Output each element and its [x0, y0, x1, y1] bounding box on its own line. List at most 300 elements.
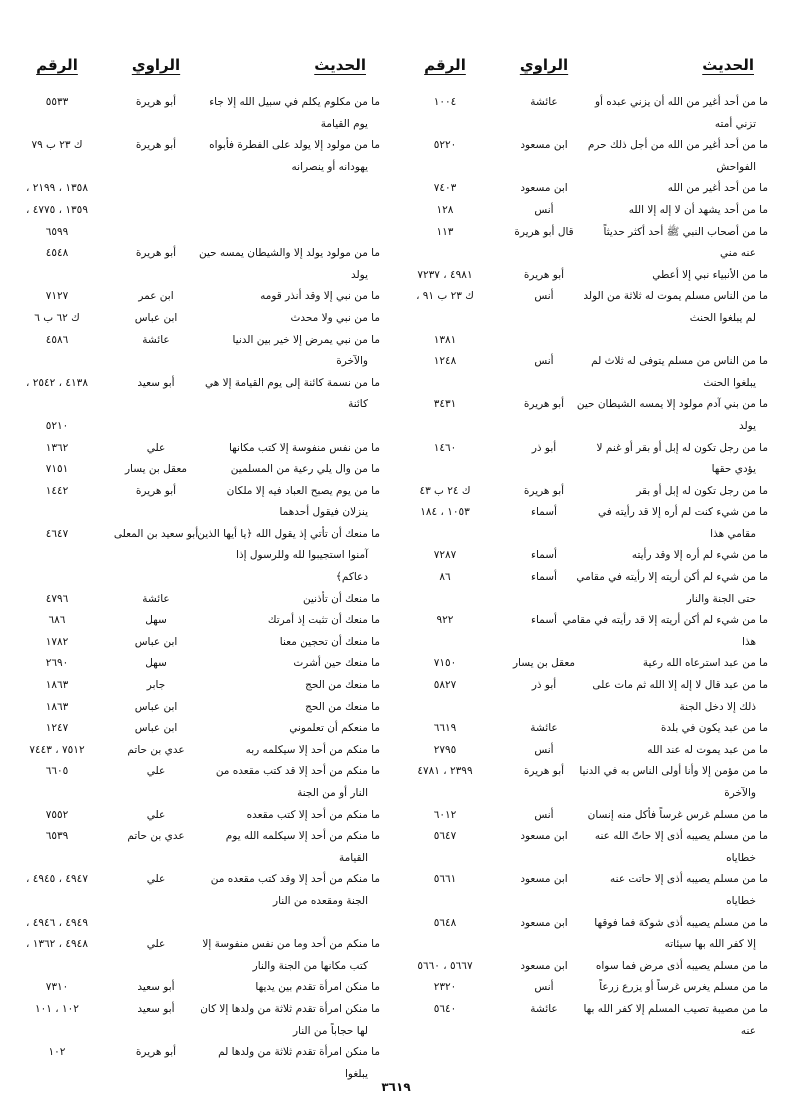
hadith-number: ك ٢٤ ب ٤٣ [419, 484, 471, 497]
hadith-line: ما منكن امرأة تقدم ثلاثة من ولدها إلا كان [200, 1002, 380, 1015]
narrator-name: علي [146, 808, 166, 821]
hadith-line: ذلك إلا دخل الجنة [679, 700, 756, 713]
index-entry-row [4, 999, 384, 1042]
hadith-number: ١٢٤٨ [433, 355, 457, 368]
hadith-line: يولد [738, 419, 756, 432]
hadith-line: ما من أصحاب النبي ﷺ أحد أكثر حديثاً [603, 225, 768, 238]
hadith-line: كائنة [348, 398, 368, 411]
hadith-column-header: الحديث [314, 56, 366, 74]
hadith-text [202, 308, 384, 330]
index-entry-row [392, 675, 772, 718]
hadith-number: ٦٥٣٩ [45, 830, 69, 843]
index-entry-row [392, 286, 772, 329]
hadith-text [590, 438, 772, 481]
hadith-line: ما من رجل تكون له إبل أو بقر [636, 484, 768, 497]
index-entry-row [4, 653, 384, 675]
hadith-text [202, 718, 384, 740]
narrator-name: عائشة [142, 592, 170, 605]
hadith-number: ٨٦ [439, 571, 451, 584]
hadith-number: ٥٦٦٧ ، ٥٦٦٠ [417, 959, 473, 972]
narrator-name: أبو هريرة [523, 484, 565, 497]
hadith-line: والآخرة [336, 355, 368, 368]
index-entry-row [392, 610, 772, 653]
hadith-text [202, 459, 384, 481]
hadith-line: يولد [350, 268, 368, 281]
hadith-line: ما من شيء كنت لم أره إلا قد رأيته في [597, 506, 768, 519]
narrator-name: ابن عباس [134, 311, 178, 324]
index-entry-row [392, 545, 772, 567]
narrator-name: ابن عمر [138, 290, 174, 303]
hadith-line: ينزلان فيقول أحدهما [279, 506, 368, 519]
narrator-name: أبو سعيد [137, 376, 175, 389]
hadith-line: ما من مصيبة تصيب المسلم إلا كفر الله بها [583, 1002, 768, 1015]
index-entry-row [392, 481, 772, 503]
narrator-column-header: الراوي [519, 56, 569, 74]
index-entry-row [4, 761, 384, 804]
index-rows [4, 92, 384, 1085]
narrator-column-header: الراوي [131, 56, 181, 74]
index-entry-row [4, 308, 384, 330]
hadith-line: لها حجاباً من النار [292, 1024, 368, 1037]
hadith-number: ٥٦٤٧ [433, 830, 457, 843]
narrator-name: أبو هريرة [135, 247, 177, 260]
narrator-name: عائشة [142, 333, 170, 346]
hadith-text [590, 675, 772, 718]
narrator-name: ابن عباس [134, 635, 178, 648]
hadith-text [583, 286, 772, 329]
hadith-number: ك ٦٢ ب ٦ [34, 311, 80, 324]
hadith-number: ١٣٥٨ ، ٢١٩٩ ، [26, 182, 88, 195]
narrator-name: معقل بن يسار [512, 657, 576, 670]
index-entry-row [4, 373, 384, 416]
index-entry-row [4, 459, 384, 481]
hadith-line: ما منعك حين أشرت [293, 657, 380, 670]
hadith-text [202, 632, 384, 654]
hadith-number: ٦٨٦ [48, 614, 66, 627]
hadith-line: مقامي هذا [710, 527, 756, 540]
hadith-text [590, 222, 772, 265]
hadith-line: ما من شيء لم أكن أريته إلا رأيته في مقامي [576, 571, 768, 584]
hadith-number: ٣٤٣١ [433, 398, 457, 411]
hadith-text [562, 610, 772, 653]
hadith-line: ما من شيء لم أره إلا وقد رأيته [631, 549, 768, 562]
index-entry-row [4, 200, 384, 222]
hadith-number: ٥٦٤٨ [433, 916, 457, 929]
index-entry-row [4, 869, 384, 912]
index-entry-row [4, 977, 384, 999]
index-entry-row [392, 826, 772, 869]
index-entry-row [4, 524, 384, 589]
number-column-header: الرقم [424, 56, 466, 74]
hadith-line: ما منكم من أحد إلا وقد كتب مقعده من [210, 873, 380, 886]
index-entry-row [392, 330, 772, 352]
hadith-text [197, 524, 384, 589]
hadith-line: ما منعك أن تأذنين [302, 592, 380, 605]
hadith-number: ١٠٥٣ ، ١٨٤ [420, 506, 470, 519]
hadith-line: دعاكم﴾ [335, 571, 368, 584]
narrator-name: ابن مسعود [520, 916, 568, 929]
index-entry-row [4, 243, 384, 286]
index-entry-row [392, 92, 772, 135]
hadith-text [202, 1042, 384, 1085]
hadith-line: ما منكم من أحد وما من نفس منفوسة إلا [202, 938, 380, 951]
narrator-name: عدي بن حاتم [127, 830, 185, 843]
hadith-number: ٧٣١٠ [45, 981, 69, 994]
index-entry-row [392, 977, 772, 999]
hadith-line: ما منكم من أحد إلا كتب مقعده [246, 808, 380, 821]
hadith-text [202, 740, 384, 762]
hadith-line: ما من مسلم يصيبه أذى شوكة فما فوقها [594, 916, 768, 929]
hadith-line: ما من مسلم يصيبه أذى إلا حاتت عنه [610, 873, 768, 886]
index-entry-row [392, 200, 772, 222]
narrator-name: ابن مسعود [520, 830, 568, 843]
hadith-line: ما منعك من الحج [305, 679, 380, 692]
hadith-number: ٢٣٢٠ [433, 981, 457, 994]
narrator-name: ابن عباس [134, 700, 178, 713]
hadith-line: ما من نبي ولا محدث [290, 311, 380, 324]
hadith-number: ٦٦٠٥ [45, 765, 69, 778]
index-entry-row [4, 286, 384, 308]
hadith-number: ٥٢١٠ [45, 419, 69, 432]
narrator-name: أبو سعيد بن المعلى [113, 527, 199, 540]
narrator-name: أبو ذر [531, 441, 557, 454]
hadith-line: ما منعك أن تثبت إذ أمرتك [267, 614, 380, 627]
hadith-text [590, 718, 772, 740]
hadith-number: ٤٩٤٩ ، ٤٩٤٦ ، [26, 916, 88, 929]
hadith-line: لم يبلغوا الحنث [689, 311, 756, 324]
index-entry-row [4, 135, 384, 178]
hadith-text [202, 697, 384, 719]
narrator-name: جابر [146, 679, 166, 692]
narrator-name: علي [146, 873, 166, 886]
hadith-line: ما منكم من أحد إلا قد كتب مقعده من [215, 765, 380, 778]
hadith-number: ٦٠١٢ [433, 808, 457, 821]
hadith-text [590, 178, 772, 200]
narrator-name: أبو هريرة [523, 398, 565, 411]
narrator-name: أنس [534, 743, 554, 756]
hadith-number: ٢٣٩٩ ، ٤٧٨١ [417, 765, 473, 778]
narrator-name: أبو هريرة [135, 484, 177, 497]
hadith-line: ما منعك من الحج [305, 700, 380, 713]
index-entry-row [4, 416, 384, 438]
hadith-text [590, 351, 772, 394]
index-entry-row [392, 761, 772, 804]
hadith-text [590, 200, 772, 222]
hadith-number: ١٤٤٢ [45, 484, 69, 497]
hadith-number: ٤٧٩٦ [45, 592, 69, 605]
narrator-name: أبو هريرة [135, 1046, 177, 1059]
narrator-name: أنس [534, 808, 554, 821]
index-entry-row [4, 675, 384, 697]
index-entry-row [4, 805, 384, 827]
index-entry-row [4, 934, 384, 977]
hadith-text [198, 243, 384, 286]
hadith-number: ٤٥٤٨ [45, 247, 69, 260]
hadith-number: ٥٢٢٠ [433, 139, 457, 152]
narrator-name: عائشة [530, 96, 558, 108]
hadith-text [202, 653, 384, 675]
hadith-line: ما من نبي يمرض إلا خير بين الدنيا [232, 333, 380, 346]
page-number: ٣٦١٩ [381, 1080, 411, 1094]
index-entry-row [392, 805, 772, 827]
hadith-line: يؤدي حقها [711, 463, 756, 476]
hadith-number: ٤١٣٨ ، ٢٥٤٢ ، [26, 376, 88, 389]
hadith-text [590, 956, 772, 978]
hadith-line: النار أو من الجنة [297, 787, 368, 799]
hadith-text [202, 438, 384, 460]
hadith-text [590, 265, 772, 287]
hadith-text [202, 610, 384, 632]
narrator-name: أبو هريرة [135, 139, 177, 152]
hadith-text [202, 675, 384, 697]
narrator-name: علي [146, 765, 166, 778]
index-entry-row [4, 610, 384, 632]
hadith-number: ٤٩٤٧ ، ٤٩٤٥ ، [26, 873, 88, 886]
index-entry-row [392, 438, 772, 481]
hadith-text [587, 135, 772, 178]
hadith-number: ٥٦٦١ [433, 873, 457, 886]
hadith-text [202, 999, 384, 1042]
hadith-line: ما من عبد قال لا إله إلا الله ثم مات على [592, 679, 768, 692]
hadith-text [202, 826, 384, 869]
hadith-line: إلا كفر الله بها سيئاته [664, 938, 756, 951]
hadith-line: الجنة ومقعده من النار [273, 894, 368, 907]
hadith-line: ما منكن امرأة تقدم ثلاثة من ولدها لم [218, 1046, 380, 1059]
hadith-number: ١٣٥٩ ، ٤٧٧٥ ، [26, 203, 88, 216]
hadith-number: ٦٥٩٩ [45, 225, 69, 238]
hadith-number: ١٠٢ [48, 1046, 66, 1059]
right-index-column [392, 50, 772, 1042]
hadith-text [202, 977, 384, 999]
narrator-name: أبو ذر [531, 679, 557, 692]
hadith-line: آمنوا استجيبوا لله وللرسول إذا [236, 549, 368, 562]
hadith-number: ٧١٥١ [45, 463, 69, 476]
hadith-line: ما من أحد أغير من الله [667, 182, 768, 195]
hadith-text [590, 740, 772, 762]
hadith-line: ما منعكم أن تعلموني [289, 722, 380, 735]
hadith-number: ٤٦٤٧ [45, 527, 69, 540]
hadith-line: ما من مولود إلا يولد على الفطرة فأبواه [209, 139, 380, 152]
hadith-number: ١٢٨ [436, 203, 454, 216]
hadith-line: ما من بني آدم مولود إلا يمسه الشيطان حين [576, 398, 768, 411]
narrator-name: أنس [534, 290, 554, 303]
hadith-line: ما من الناس مسلم يموت له ثلاثة من الولد [583, 290, 768, 303]
hadith-line: ما من عبد استرعاه الله رعية [642, 657, 768, 670]
hadith-text [576, 394, 772, 437]
narrator-name: أنس [534, 981, 554, 994]
hadith-line: يبلغوا الحنث [703, 376, 756, 389]
hadith-number: ٤٩٤٨ ، ١٣٦٢ ، [26, 938, 88, 951]
narrator-name: علي [146, 441, 166, 454]
hadith-line: حتى الجنة والنار [686, 592, 756, 605]
index-entry-row [392, 178, 772, 200]
hadith-number: ٧١٢٧ [45, 290, 69, 303]
hadith-number: ٧٢٨٧ [433, 549, 457, 562]
hadith-text [590, 977, 772, 999]
hadith-line: ما من الأنبياء نبي إلا أعطي [652, 268, 768, 281]
hadith-number: ١٢٤٧ [45, 722, 69, 735]
hadith-line: والآخرة [724, 787, 756, 799]
hadith-line: ما من وال يلي رعية من المسلمين [230, 463, 380, 476]
hadith-number: ١٧٨٢ [45, 635, 69, 648]
hadith-number: ك ٢٣ ب ٩١ ، [416, 290, 474, 303]
index-rows [392, 92, 772, 1042]
narrator-name: أسماء [531, 549, 557, 562]
hadith-line: هذا [742, 635, 756, 648]
narrator-name: أنس [534, 355, 554, 368]
index-entry-row [392, 740, 772, 762]
hadith-line: ما من أحد أغير من الله من أجل ذلك حرم [587, 139, 768, 152]
hadith-number: ١٣٦٢ [45, 441, 69, 454]
hadith-text [590, 502, 772, 545]
hadith-number: ١٣٨١ [433, 333, 457, 346]
hadith-line: يبلغوا [345, 1067, 368, 1080]
column-header [392, 50, 772, 74]
index-entry-row [392, 351, 772, 394]
index-entry-row [392, 653, 772, 675]
hadith-text [590, 826, 772, 869]
hadith-number: ٥٥٣٣ [45, 96, 69, 108]
hadith-number: ك ٢٣ ب ٧٩ [31, 139, 83, 152]
hadith-line: عنه مني [720, 247, 756, 260]
column-header [4, 50, 384, 74]
hadith-number: ٤٥٨٦ [45, 333, 69, 346]
narrator-name: ابن مسعود [520, 182, 568, 195]
hadith-line: ما من مسلم يغرس غرساً أو يزرع زرعاً [599, 981, 768, 994]
index-entry-row [4, 589, 384, 611]
hadith-number: ٢٦٩٠ [45, 657, 69, 670]
hadith-line: خطاياه [726, 894, 756, 907]
index-entry-row [392, 502, 772, 545]
index-entry-row [4, 481, 384, 524]
index-entry-row [4, 178, 384, 200]
hadith-number: ٧٥٥٢ [45, 808, 69, 821]
hadith-line: ما من مسلم يصيبه أذى إلا حاتّ الله عنه [594, 830, 768, 843]
index-entry-row [4, 222, 384, 244]
narrator-name: أبو هريرة [523, 268, 565, 281]
index-entry-row [4, 632, 384, 654]
index-entry-row [392, 718, 772, 740]
hadith-line: ما من يوم يصبح العباد فيه إلا ملكان [226, 484, 380, 497]
narrator-name: أبو سعيد [137, 981, 175, 994]
hadith-text [576, 567, 772, 610]
hadith-text [202, 869, 384, 912]
narrator-name: معقل بن يسار [124, 463, 188, 476]
hadith-text [202, 481, 384, 524]
hadith-line: ما من نفس منفوسة إلا كتب مكانها [228, 441, 380, 454]
hadith-text [579, 761, 772, 804]
hadith-line: ما من مولود يولد إلا والشيطان يمسه حين [198, 247, 380, 260]
hadith-text [590, 869, 772, 912]
hadith-line: ما من عبد يموت له عند الله [647, 743, 768, 756]
hadith-line: ما من مسلم يصيبه أذى مرض فما سواه [595, 959, 768, 972]
hadith-text [202, 92, 384, 135]
hadith-number: ١٨٦٣ [45, 700, 69, 713]
index-entry-row [4, 92, 384, 135]
index-entry-row [392, 999, 772, 1042]
index-entry-row [4, 826, 384, 869]
index-entry-row [392, 135, 772, 178]
hadith-line: ما من عبد يكون في بلدة [660, 722, 768, 735]
hadith-number: ٩٢٢ [436, 614, 454, 627]
index-entry-row [4, 740, 384, 762]
hadith-text [202, 135, 384, 178]
index-entry-row [4, 718, 384, 740]
narrator-name: قال أبو هريرة [514, 225, 574, 238]
hadith-line: ما من الناس من مسلم يتوفى له ثلاث لم [591, 355, 768, 368]
index-entry-row [4, 697, 384, 719]
hadith-line: يهودانه أو ينصرانه [291, 160, 368, 173]
hadith-text [587, 805, 772, 827]
hadith-number: ١٠٢ ، ١٠١ [35, 1002, 79, 1015]
hadith-text [202, 761, 384, 804]
hadith-text [202, 934, 384, 977]
hadith-line: القيامة [338, 851, 368, 864]
index-entry-row [392, 913, 772, 956]
hadith-number: ٥٦٤٠ [433, 1002, 457, 1015]
hadith-line: ما من مسلم غرس غرساً فأكل منه إنسان [587, 808, 768, 821]
hadith-line: عنه [740, 1024, 756, 1037]
narrator-name: سهل [145, 657, 167, 670]
hadith-line: ما منعك أن تحجين معنا [279, 635, 380, 648]
hadith-column-header: الحديث [702, 56, 754, 74]
hadith-line: ما من نسمة كائنة إلى يوم القيامة إلا هي [204, 376, 380, 389]
narrator-name: أسماء [531, 506, 557, 519]
narrator-name: أسماء [531, 571, 557, 584]
narrator-name: أبو هريرة [135, 96, 177, 108]
narrator-name: عائشة [530, 1002, 558, 1015]
hadith-line: ما من أحد يشهد أن لا إله إلا الله [628, 203, 768, 216]
hadith-line: ما من شيء لم أكن أريته إلا قد رأيته في مقامي [562, 614, 768, 627]
hadith-number: ٧٤٠٣ [433, 182, 457, 195]
index-entry-row [392, 222, 772, 265]
hadith-line: ما من رجل تكون له إبل أو بقر أو غنم لا [596, 441, 768, 454]
hadith-line: الفواحش [716, 160, 756, 173]
hadith-line: ما منكم من أحد إلا سيكلمه ربه [245, 743, 380, 756]
hadith-number: ١٨٦٣ [45, 679, 69, 692]
left-index-column [4, 50, 384, 1085]
hadith-number: ٢٧٩٥ [433, 743, 457, 756]
hadith-number: ٧٥١٢ ، ٧٤٤٣ [29, 743, 85, 756]
narrator-name: ابن عباس [134, 722, 178, 735]
narrator-name: ابن مسعود [520, 959, 568, 972]
hadith-text [202, 330, 384, 373]
narrator-name: علي [146, 938, 166, 951]
narrator-name: عائشة [530, 722, 558, 735]
index-entry-row [4, 330, 384, 373]
hadith-line: ما منعك أن تأتي إذ يقول الله ﴿يا أيها الذين [197, 527, 380, 540]
hadith-line: تزني أمته [714, 117, 756, 130]
hadith-text [590, 653, 772, 675]
hadith-line: ما من أحد أغير من الله أن يزني عبده أو [594, 96, 768, 108]
hadith-number: ٦٦١٩ [433, 722, 457, 735]
hadith-line: ما منكن امرأة تقدم بين يديها [255, 981, 380, 994]
index-entry-row [392, 567, 772, 610]
narrator-name: أسماء [531, 614, 557, 627]
hadith-text [590, 92, 772, 135]
narrator-name: أبو هريرة [523, 765, 565, 778]
number-column-header: الرقم [36, 56, 78, 74]
narrator-name: أنس [534, 203, 554, 216]
narrator-name: سهل [145, 614, 167, 627]
index-entry-row [392, 265, 772, 287]
hadith-line: ما من نبي إلا وقد أنذر قومه [260, 290, 380, 303]
hadith-line: كتب مكانها من الجنة والنار [252, 959, 368, 972]
hadith-text [590, 481, 772, 503]
hadith-number: ٤٩٨١ ، ٧٢٣٧ [417, 268, 473, 281]
narrator-name: أبو سعيد [137, 1002, 175, 1015]
index-entry-row [4, 913, 384, 935]
